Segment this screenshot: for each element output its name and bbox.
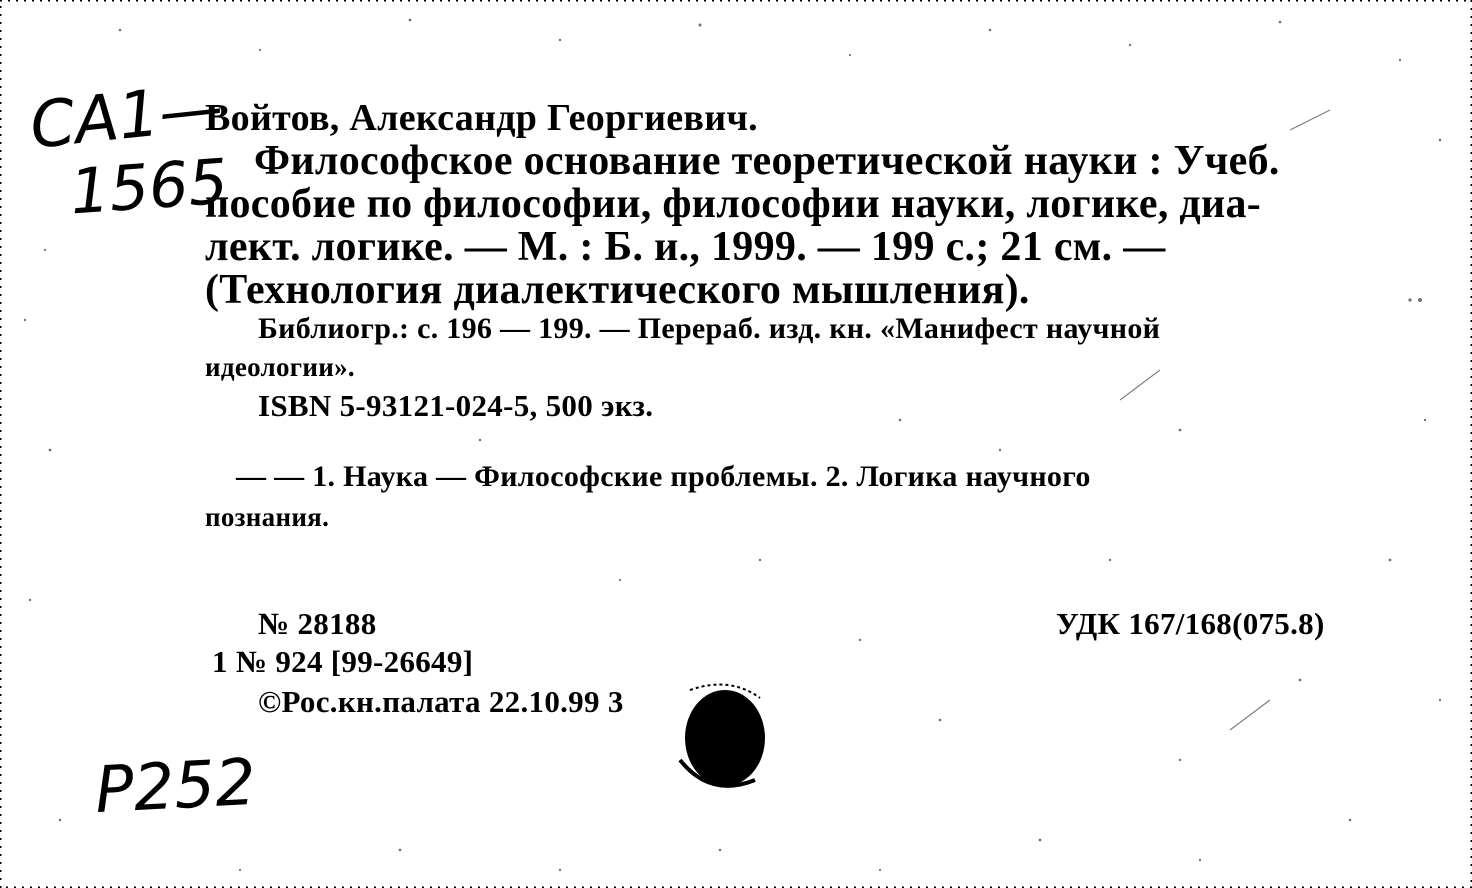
bibliography-note: Библиогр.: с. 196 — 199. — Перераб. изд. кн. «Манифест научной	[258, 312, 1161, 345]
subject-headings: — — 1. Наука — Философские проблемы. 2. Логика научного	[236, 460, 1091, 493]
title-line-3: лект. логике. — М. : Б. и., 1999. — 199 с.; 21 см. —	[205, 224, 1166, 270]
udk-classification: УДК 167/168(075.8)	[1056, 606, 1325, 641]
handwritten-shelf-mark: СА1—	[26, 70, 227, 164]
handwritten-shelf-number: 1565	[67, 144, 231, 229]
title-line-2: пособие по философии, философии науки, логике, диа-	[205, 181, 1262, 227]
title-line-1: Философское основание теоретической науки : Учеб.	[254, 138, 1280, 184]
isbn-line: ISBN 5-93121-024-5, 500 экз.	[258, 388, 654, 423]
copyright-line: ©Рос.кн.палата 22.10.99 3	[258, 684, 624, 719]
series-line: (Технология диалектического мышления).	[205, 267, 1030, 313]
record-number: № 28188	[258, 606, 377, 641]
subject-headings-continuation: познания.	[205, 502, 330, 532]
bibliography-note-continuation: идеологии».	[205, 352, 355, 382]
secondary-number: 1 № 924 [99-26649]	[212, 644, 474, 679]
punch-hole-blot	[660, 680, 790, 800]
author-heading: Войтов, Александр Георгиевич.	[205, 97, 758, 139]
handwritten-bottom-mark: P252	[93, 745, 258, 829]
